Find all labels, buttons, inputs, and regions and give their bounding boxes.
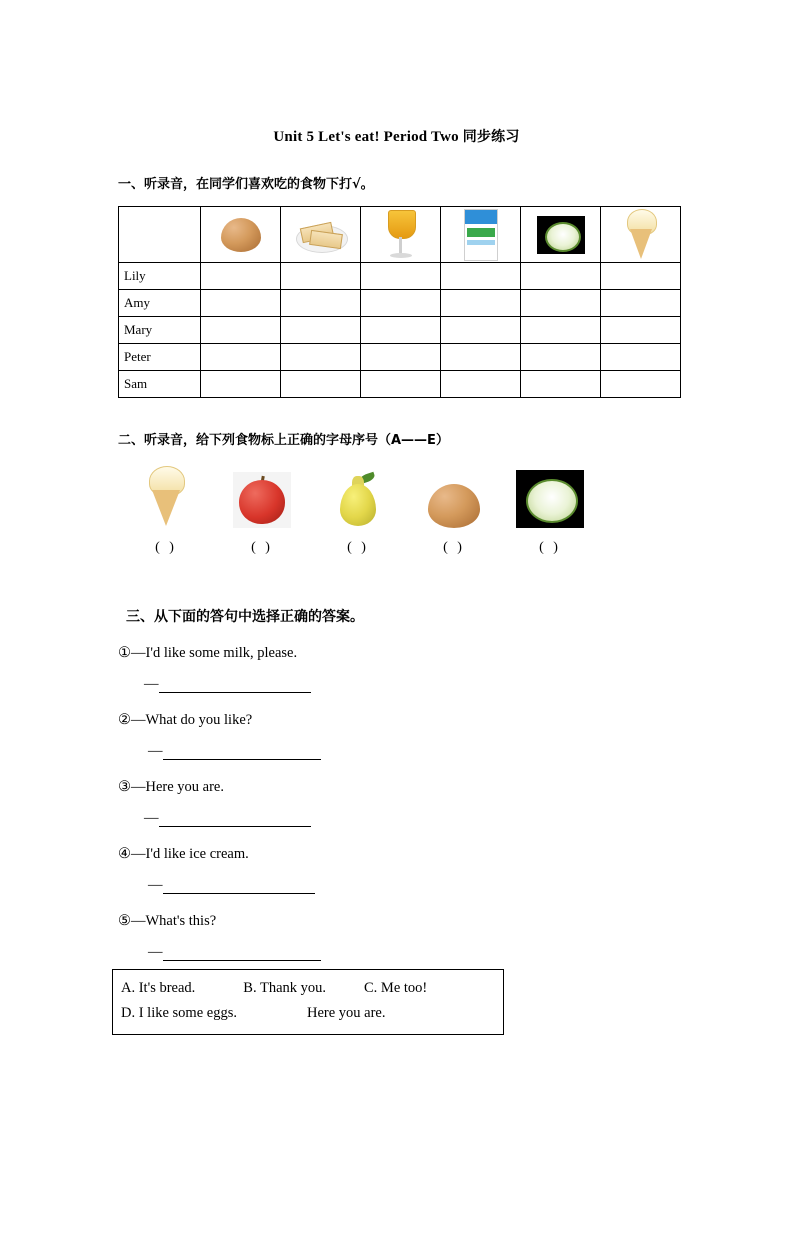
egg-icon [221, 218, 261, 252]
table-row [119, 344, 681, 371]
checkbox-cell[interactable] [521, 263, 601, 290]
checkbox-cell[interactable] [361, 317, 441, 344]
section-3-questions [118, 645, 793, 961]
student-name-peter: Peter [119, 344, 201, 371]
answer-blank[interactable]: ( ) [347, 540, 369, 555]
apple-icon [233, 472, 291, 528]
dash-marker: — [144, 810, 159, 826]
checkbox-cell[interactable] [601, 263, 681, 290]
checkbox-cell[interactable] [441, 290, 521, 317]
picture-item-pear [310, 466, 406, 556]
checkbox-cell[interactable] [521, 317, 601, 344]
checkbox-cell[interactable] [441, 344, 521, 371]
student-name-amy: Amy [119, 290, 201, 317]
checkbox-cell[interactable] [521, 371, 601, 398]
checkbox-cell[interactable] [521, 344, 601, 371]
picture-item-rice [502, 466, 598, 556]
picture-item-egg [406, 466, 502, 556]
answer-blank[interactable]: ( ) [443, 540, 465, 555]
checkbox-cell[interactable] [521, 290, 601, 317]
checkbox-cell[interactable] [601, 371, 681, 398]
checkbox-cell[interactable] [201, 263, 281, 290]
table-header-bread [281, 207, 361, 263]
juice-icon [384, 210, 418, 260]
choice-row-2 [121, 1001, 495, 1026]
question-4: ④—I'd like ice cream. [118, 846, 249, 862]
choice-row-1 [121, 976, 495, 1001]
answer-blank[interactable]: ( ) [155, 540, 177, 555]
table-header-row [119, 207, 681, 263]
checkbox-cell[interactable] [441, 371, 521, 398]
section-3-heading: 三、从下面的答句中选择正确的答案。 [126, 609, 364, 625]
answer-line-2[interactable] [148, 743, 793, 760]
answer-blank[interactable] [163, 947, 321, 961]
choice-box [112, 969, 504, 1035]
checkbox-cell[interactable] [361, 344, 441, 371]
question-3: ③—Here you are. [118, 779, 224, 795]
table-header-juice [361, 207, 441, 263]
worksheet-page [0, 126, 793, 1248]
section-1-heading: 一、听录音，在同学们喜欢吃的食物下打√。 [118, 177, 374, 192]
picture-item-apple [214, 466, 310, 556]
choice-c[interactable]: C. Me too! [364, 980, 428, 996]
milk-icon [464, 209, 498, 261]
checkbox-cell[interactable] [201, 371, 281, 398]
student-name-sam: Sam [119, 371, 201, 398]
rice-icon [516, 470, 584, 528]
checkbox-cell[interactable] [441, 317, 521, 344]
dash-marker: — [148, 743, 163, 759]
page-title-chinese: 同步练习 [462, 129, 520, 145]
checkbox-cell[interactable] [601, 317, 681, 344]
rice-icon [537, 216, 585, 254]
dash-marker: — [148, 877, 163, 893]
answer-blank[interactable]: ( ) [539, 540, 561, 555]
checkbox-cell[interactable] [281, 371, 361, 398]
dash-marker: — [144, 676, 159, 692]
pear-icon [334, 472, 382, 528]
page-title [0, 126, 793, 146]
answer-blank[interactable] [159, 679, 311, 693]
table-corner-cell [119, 207, 201, 263]
checkbox-cell[interactable] [281, 290, 361, 317]
checkbox-cell[interactable] [281, 263, 361, 290]
table-header-ice-cream [601, 207, 681, 263]
bread-icon [294, 215, 348, 255]
checkbox-cell[interactable] [441, 263, 521, 290]
checkbox-cell[interactable] [601, 290, 681, 317]
checkbox-cell[interactable] [201, 317, 281, 344]
table-row [119, 263, 681, 290]
table-header-milk [441, 207, 521, 263]
answer-blank[interactable] [159, 813, 311, 827]
ice-cream-icon [624, 209, 658, 261]
table-row [119, 290, 681, 317]
answer-line-1[interactable] [144, 676, 793, 693]
checkbox-cell[interactable] [361, 263, 441, 290]
table-row [119, 371, 681, 398]
student-name-lily: Lily [119, 263, 201, 290]
answer-blank[interactable] [163, 880, 315, 894]
checkbox-cell[interactable] [201, 290, 281, 317]
table-row [119, 317, 681, 344]
answer-line-5[interactable] [148, 944, 793, 961]
table-header-rice [521, 207, 601, 263]
section-2-picture-row [118, 466, 793, 556]
dash-marker: — [148, 944, 163, 960]
food-preference-table [118, 206, 681, 398]
answer-line-4[interactable] [148, 877, 793, 894]
answer-line-3[interactable] [144, 810, 793, 827]
checkbox-cell[interactable] [281, 344, 361, 371]
section-2-heading: 二、听录音，给下列食物标上正确的字母序号（A——E） [118, 433, 449, 448]
picture-item-ice-cream [118, 466, 214, 556]
checkbox-cell[interactable] [201, 344, 281, 371]
choice-d[interactable]: D. I like some eggs. [121, 1005, 237, 1022]
question-5: ⑤—What's this? [118, 913, 217, 929]
question-1: ①—I'd like some milk, please. [118, 645, 298, 661]
answer-blank[interactable]: ( ) [251, 540, 273, 555]
table-header-egg [201, 207, 281, 263]
choice-b[interactable]: B. Thank you. [243, 980, 326, 996]
question-2: ②—What do you like? [118, 712, 253, 728]
checkbox-cell[interactable] [361, 290, 441, 317]
page-title-english: Unit 5 Let's eat! Period Two [273, 129, 463, 145]
answer-blank[interactable] [163, 746, 321, 760]
choice-e[interactable]: Here you are. [306, 1005, 386, 1022]
checkbox-cell[interactable] [361, 371, 441, 398]
checkbox-cell[interactable] [601, 344, 681, 371]
checkbox-cell[interactable] [281, 317, 361, 344]
egg-icon [428, 484, 480, 528]
ice-cream-icon [144, 466, 188, 528]
student-name-mary: Mary [119, 317, 201, 344]
choice-a[interactable]: A. It's bread. [121, 980, 196, 996]
